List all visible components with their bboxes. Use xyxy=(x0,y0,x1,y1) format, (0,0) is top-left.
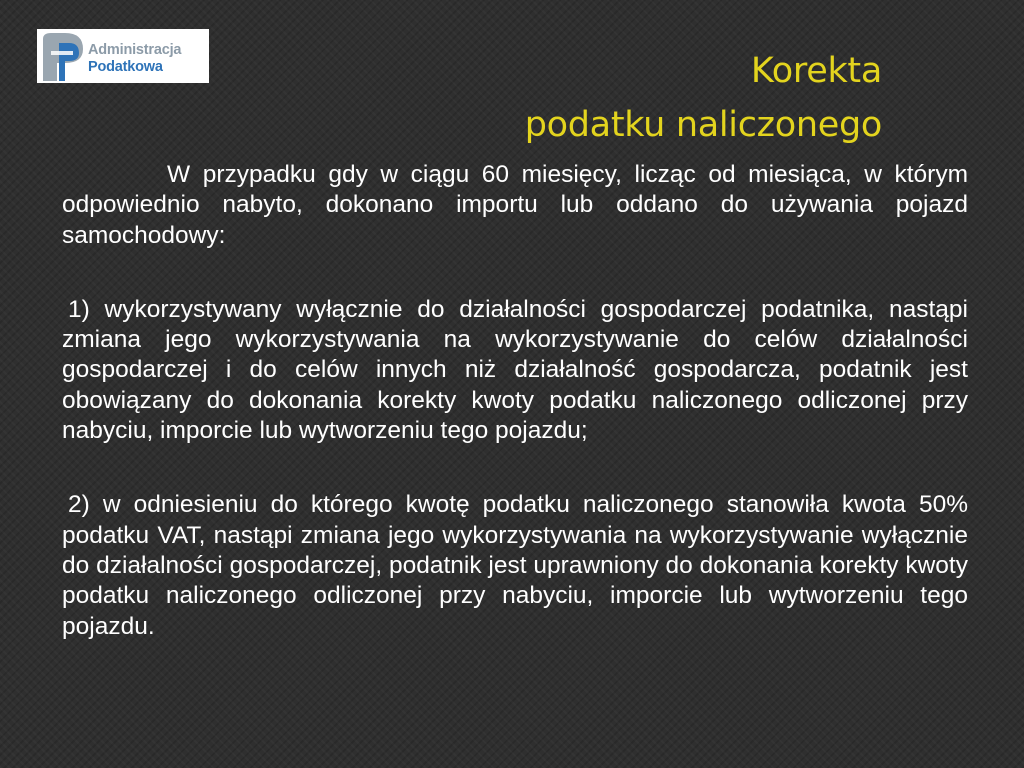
logo-text xyxy=(88,42,181,76)
logo-line-administracja: Administracja xyxy=(88,42,182,58)
slide-title-line1: Korekta xyxy=(750,51,882,91)
administracja-podatkowa-logo xyxy=(37,29,209,83)
slide-title-line2: podatku naliczonego xyxy=(524,105,882,145)
intro-paragraph: W przypadku gdy w ciągu 60 miesięcy, licząc od miesiąca, w którym odpowiednio nabyto, dokonano importu lub oddano do używania pojazd samochodowy: xyxy=(62,161,968,249)
ap-emblem-icon xyxy=(39,31,87,81)
slide-body xyxy=(62,160,968,642)
point-1-paragraph: 1) wykorzystywany wyłącznie do działalności gospodarczej podatnika, nastąpi zmiana jego wykorzystywania na wykorzystywanie do celów działalności gospodarczej i do celów innych niż działalność gospodarcza, podatnik jest obowiązany do dokonania korekty kwoty podatku naliczonego odliczonej przy nabyciu, imporcie lub wytworzeniu tego pojazdu; xyxy=(62,295,968,445)
slide-title xyxy=(525,44,882,152)
point-2-paragraph: 2) w odniesieniu do którego kwotę podatku naliczonego stanowiła kwota 50% podatku VAT, nastąpi zmiana jego wykorzystywania na wykorzystywanie wyłącznie do działalności gospodarczej, podatnik jest uprawniony do dokonania korekty kwoty podatku naliczonego odliczonej przy nabyciu, imporcie lub wytworzeniu tego pojazdu. xyxy=(62,491,968,640)
logo-line-podatkowa: Podatkowa xyxy=(88,59,163,75)
